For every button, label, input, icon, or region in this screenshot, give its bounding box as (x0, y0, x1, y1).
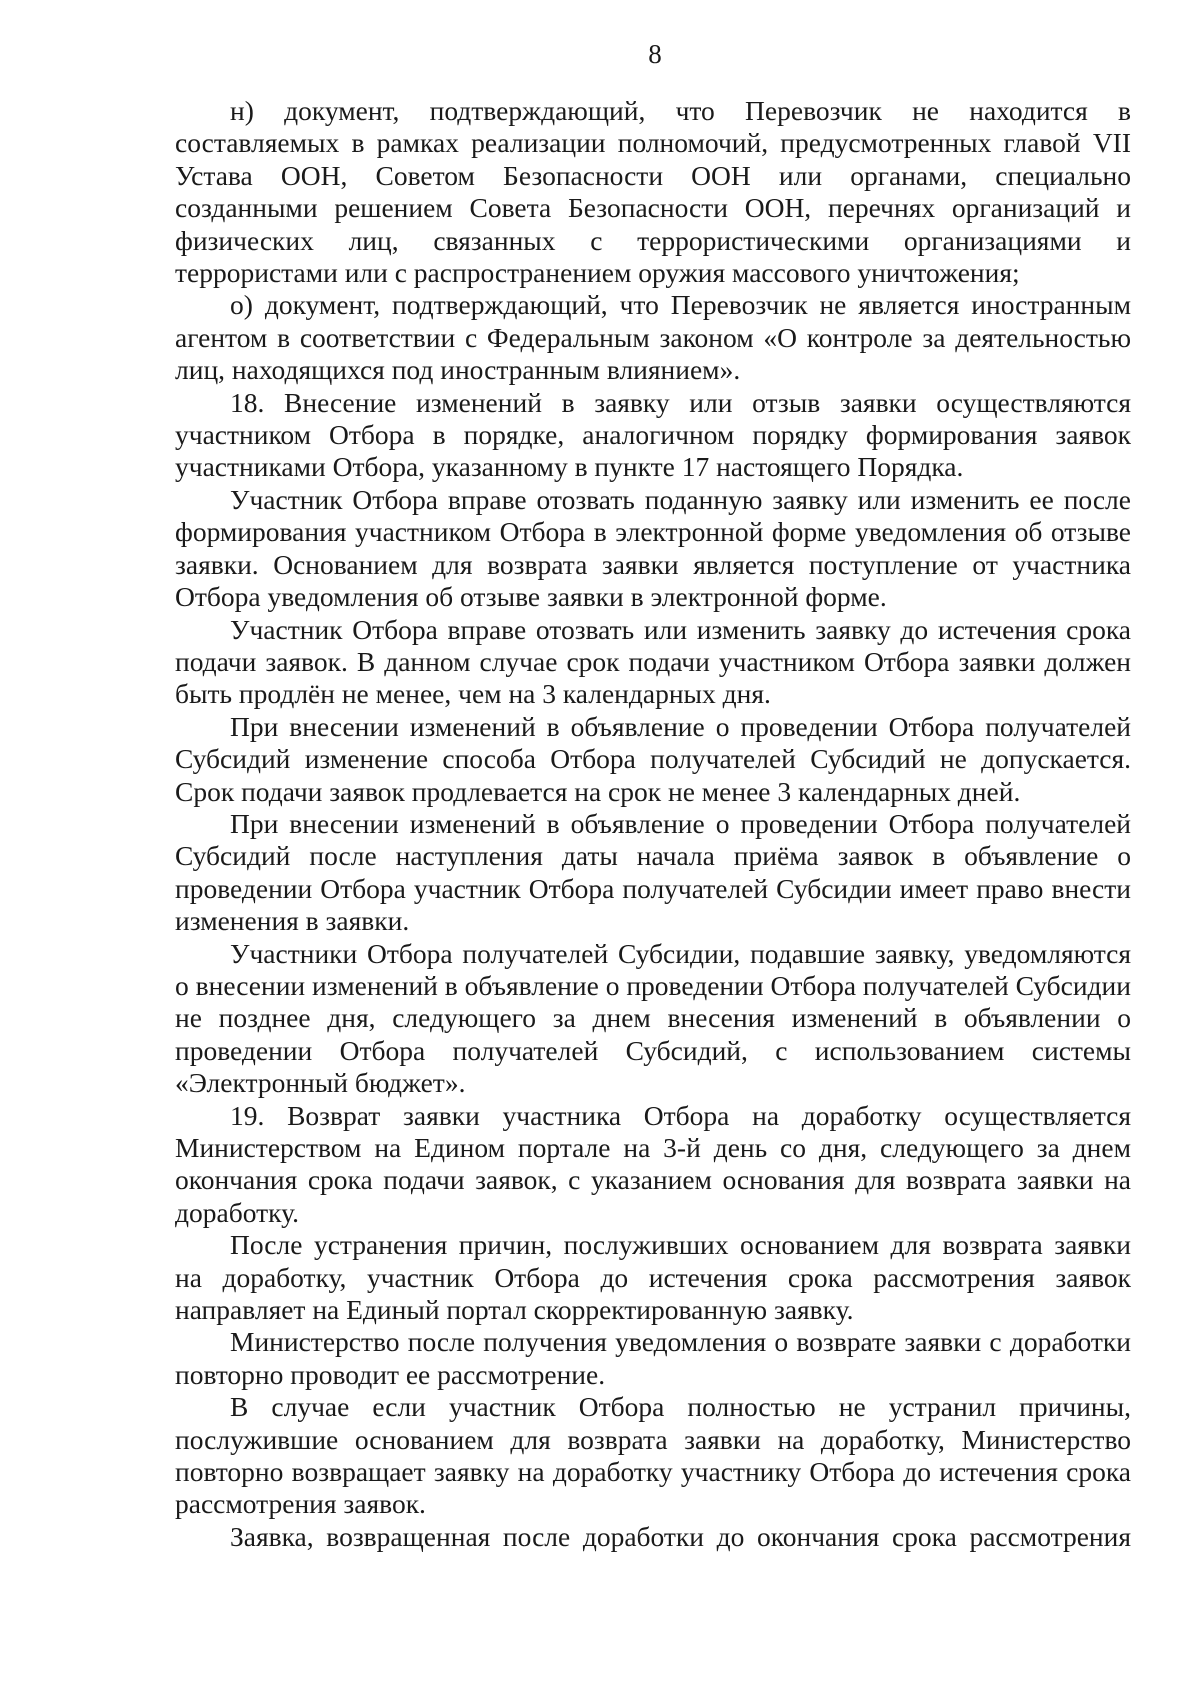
paragraph-ministry-review: Министерство после получения уведомления о возврате заявки с доработки повторно проводит ее рассмотрение. (175, 1326, 1131, 1390)
page-number: 8 (648, 39, 662, 69)
paragraph-after-correction: После устранения причин, послуживших основанием для возврата заявки на доработку, участник Отбора до истечения срока рассмотрения заявок направляет на Единый портал скорректированную заявку. (175, 1229, 1131, 1326)
paragraph-announcement-changes: При внесении изменений в объявление о проведении Отбора получателей Субсидий изменение способа Отбора получателей Субсидий не допускается. Срок подачи заявок продлевается на срок не менее 3 календарных дней. (175, 710, 1131, 807)
paragraph-repeat-return: В случае если участник Отбора полностью не устранил причины, послужившие основанием для возврата заявки на доработку, Министерство повторно возвращает заявку на доработку участнику Отбора до истечения срока рассмотрения заявок. (175, 1391, 1131, 1520)
paragraph-participant-notification: Участники Отбора получателей Субсидии, подавшие заявку, уведомляются о внесении изменений в объявление о проведении Отбора получателей Субсидии не позднее дня, следующего за днем внесения изменений в объявлении о проведении Отбора получателей Субсидий, с использованием системы «Электронный бюджет». (175, 937, 1131, 1099)
paragraph-18: 18. Внесение изменений в заявку или отзыв заявки осуществляются участником Отбора в порядке, аналогичном порядку формирования заявок участниками Отбора, указанному в пункте 17 настоящего Порядка. (175, 386, 1131, 483)
paragraph-withdraw-deadline: Участник Отбора вправе отозвать или изменить заявку до истечения срока подачи заявок. В данном случае срок подачи участником Отбора заявки должен быть продлён не менее, чем на 3 календарных дня. (175, 613, 1131, 710)
paragraph-changes-after-start: При внесении изменений в объявление о проведении Отбора получателей Субсидий после наступления даты начала приёма заявок в объявление о проведении Отбора участник Отбора получателей Субсидии имеет право внести изменения в заявки. (175, 807, 1131, 937)
paragraph-n: н) документ, подтверждающий, что Перевозчик не находится в составляемых в рамках реализации полномочий, предусмотренных главой VII Устава ООН, Советом Безопасности ООН или органами, специально созданными решением Совета Безопасности ООН, перечнях организаций и физических лиц, связанных с террористическими организациями и террористами или с распространением оружия массового уничтожения; (175, 95, 1131, 289)
paragraph-returned-application: Заявка, возвращенная после доработки до окончания срока рассмотрения (230, 1520, 1131, 1552)
document-body (175, 95, 1131, 1553)
paragraph-o: о) документ, подтверждающий, что Перевозчик не является иностранным агентом в соответствии с Федеральным законом «О контроле за деятельностью лиц, находящихся под иностранным влиянием». (175, 289, 1131, 386)
paragraph-19: 19. Возврат заявки участника Отбора на доработку осуществляется Министерством на Едином портале на 3-й день со дня, следующего за днем окончания срока подачи заявок, с указанием основания для возврата заявки на доработку. (175, 1099, 1131, 1228)
paragraph-withdraw-application: Участник Отбора вправе отозвать поданную заявку или изменить ее после формирования участником Отбора в электронной форме уведомления об отзыве заявки. Основанием для возврата заявки является поступление от участника Отбора уведомления об отзыве заявки в электронной форме. (175, 483, 1131, 613)
